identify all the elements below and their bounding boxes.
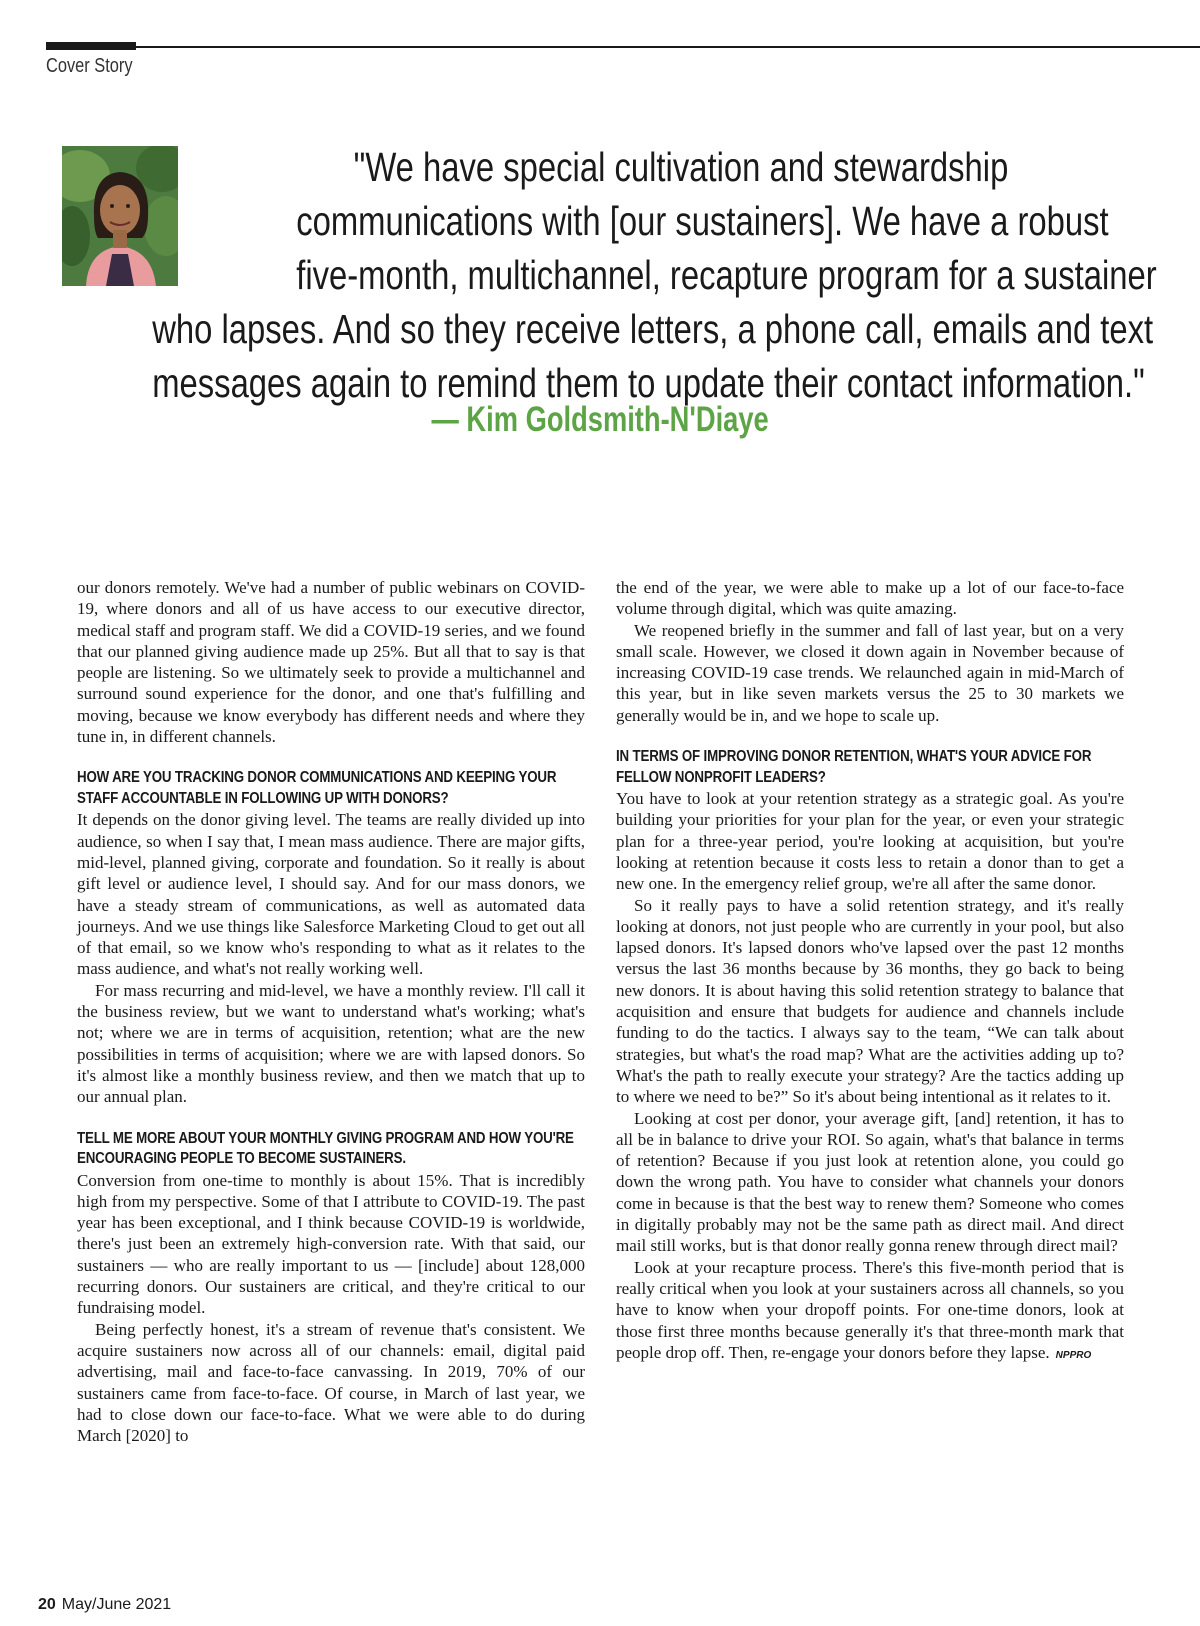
paragraph: Looking at cost per donor, your average gift, [and] retention, it has to all be in balance to drive your ROI. So again, what's that balance in terms of retention? Because if you just look at retention alone, you could go down the wrong path. You have to consider what channels your donors come in because is that the best way to renew them? Someone who comes in digitally probably may not be the same path as direct mail. And direct mail still works, but is that donor really gonna renew through direct mail?	[616, 1108, 1124, 1256]
paragraph: So it really pays to have a solid retention strategy, and it's really looking at donors, not just people who are currently in your pool, but also lapsed donors. It's lapsed donors who've lapsed over the past 12 months versus the last 36 months because by 36 months, they go back to being new donors. It is about having this solid retention strategy to balance that acquisition and ensure that budgets for audience and channels include funding to do the tactics. I always say to the team, “We can talk about strategies, but what's the road map? What are the activities adding up to? What's the path to really execute your strategy? Are the tactics adding up to where we need to be?” So it's about being intentional as it relates to it.	[616, 895, 1124, 1107]
interview-question: HOW ARE YOU TRACKING DONOR COMMUNICATIONS AND KEEPING YOUR STAFF ACCOUNTABLE IN FOLLOWING UP WITH DONORS?	[77, 769, 557, 807]
pull-quote	[40, 140, 1162, 410]
section-label: Cover Story	[46, 55, 133, 77]
interview-question: TELL ME MORE ABOUT YOUR MONTHLY GIVING PROGRAM AND HOW YOU'RE ENCOURAGING PEOPLE TO BECOME SUSTAINERS.	[77, 1129, 574, 1168]
paragraph: We reopened briefly in the summer and fall of last year, but on a very small scale. However, we closed it down again in November because of increasing COVID-19 case trends. We relaunched again in mid-March of this year, but in like seven markets versus the 25 to 30 markets we generally would be in, and we hope to scale up.	[616, 620, 1124, 725]
end-mark: NPPRO	[1055, 1349, 1092, 1361]
page-footer	[38, 1596, 171, 1614]
interview-question: IN TERMS OF IMPROVING DONOR RETENTION, WHAT'S YOUR ADVICE FOR FELLOW NONPROFIT LEADERS?	[616, 748, 1092, 786]
paragraph: Being perfectly honest, it's a stream of revenue that's consistent. We acquire sustainers now across all of our channels: email, digital paid advertising, mail and face-to-face canvassing. In 2019, 70% of our sustainers came from face-to-face. Of course, in March of last year, we had to close down our face-to-face. What we were able to do during March [2020] to	[77, 1319, 585, 1446]
pull-quote-line: who lapses. And so they receive letters, a phone call, emails and text	[152, 306, 1154, 352]
paragraph	[616, 1257, 1124, 1366]
pull-quote-line: communications with [our sustainers]. We have a robust	[296, 198, 1109, 244]
paragraph: the end of the year, we were able to make up a lot of our face-to-face volume through digital, which was quite amazing.	[616, 578, 1124, 619]
paragraph: It depends on the donor giving level. The teams are really divided up into audience, so when I say that, I mean mass audience. There are major gifts, mid-level, planned giving, corporate and foundation. So it really is about gift level or audience level, I should say. And for our mass donors, we have a steady stream of communications, as well as automated data journeys. And we use things like Salesforce Marketing Cloud to get out all of that email, so we know who's responding to what as it relates to the mass audience, and what's not really working well.	[77, 810, 585, 979]
page-number: 20	[38, 1596, 56, 1613]
paragraph-text: Look at your recapture process. There's this five-month period that is really critical when you look at your sustainers across all channels, so you have to know when your dropoff points. For one-time donors, look at those first three months because generally it's that three-month mark that people drop off. Then, re-engage your donors before they lapse.	[616, 1257, 1124, 1362]
pull-quote-line: "We have special cultivation and stewardship	[353, 144, 1009, 190]
paragraph: You have to look at your retention strategy as a strategic goal. As you're building your priorities for your plan for the year, or even your strategic plan for a three-year period, you're looking at acquisition, but you're looking at retention because it costs less to retain a donor than to get a new one. In the emergency relief group, we're all after the same donor.	[616, 789, 1124, 894]
paragraph: For mass recurring and mid-level, we have a monthly review. I'll call it the business review, but we want to understand what's working; what's not; where we are in terms of acquisition, retention; what are the new possibilities in terms of acquisition; where we are with lapsed donors. So it's almost like a monthly business review, and then we match that up to our annual plan.	[77, 980, 585, 1107]
article-column-left	[77, 577, 585, 1446]
pull-quote-line: messages again to remind them to update their contact information."	[152, 360, 1145, 406]
pull-quote-attribution: — Kim Goldsmith-N'Diaye	[431, 400, 769, 439]
header-rule	[46, 46, 1200, 48]
paragraph: Conversion from one-time to monthly is about 15%. That is incredibly high from my perspective. Some of that I attribute to COVID-19. The past year has been exceptional, and I think because COVID-19 is worldwide, there's just been an extremely high-conversion rate. With that said, our sustainers — who are really important to us — [include] about 128,000 recurring donors. Our sustainers are critical, and they're critical to our fundraising model.	[77, 1170, 585, 1318]
article-column-right	[616, 577, 1124, 1366]
pull-quote-line: five-month, multichannel, recapture program for a sustainer	[296, 252, 1157, 298]
paragraph: our donors remotely. We've had a number of public webinars on COVID-19, where donors and all of us have access to our executive director, medical staff and program staff. We did a COVID-19 series, and we found that our planned giving audience made up 25%. But all that to say is that people are listening. So we ultimately seek to provide a multichannel and surround sound experience for the donor, and one that's fulfilling and moving, because we know everybody has different needs and where they tune in, in different channels.	[77, 578, 585, 747]
issue-date: May/June 2021	[61, 1596, 172, 1613]
